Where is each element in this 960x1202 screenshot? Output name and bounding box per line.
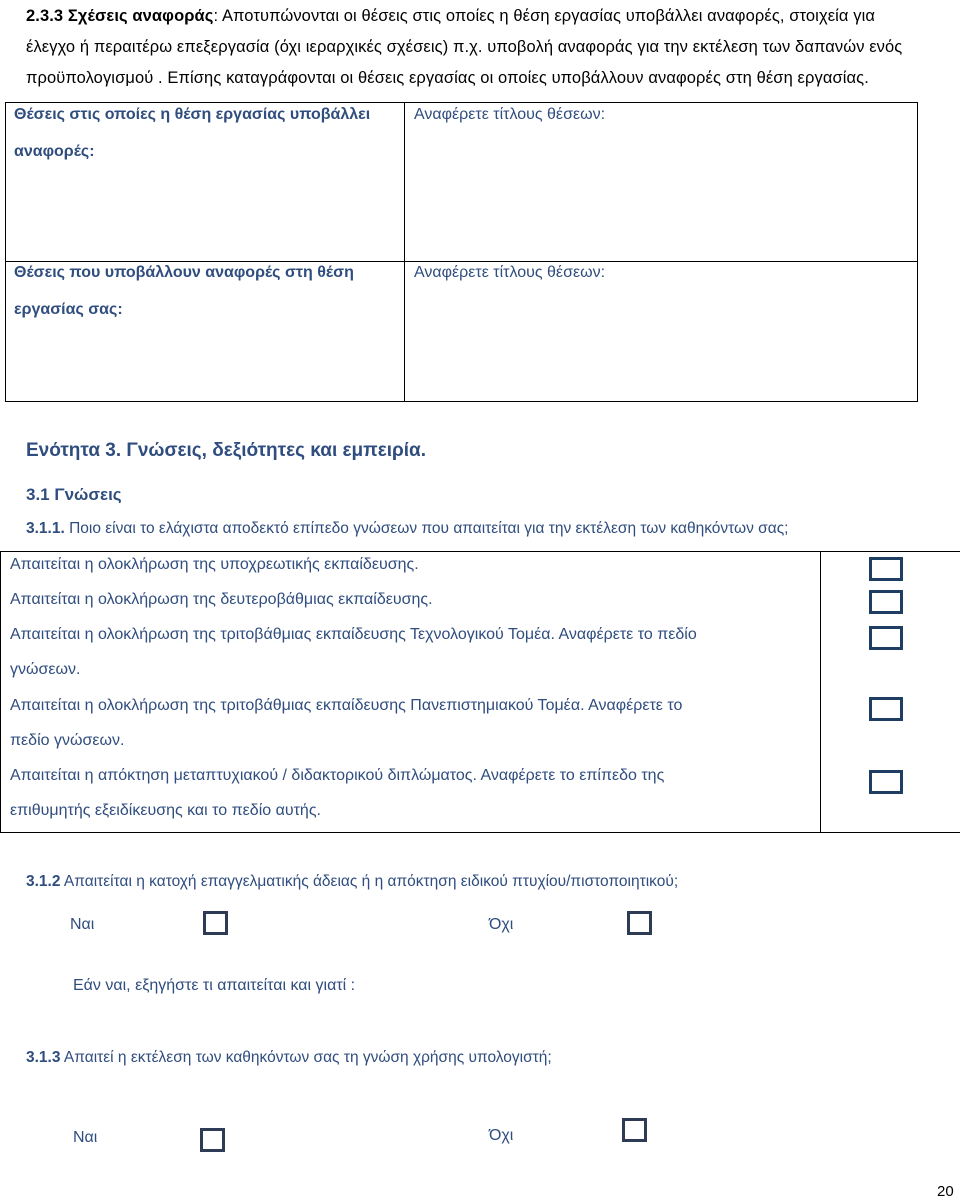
- section-3-heading: Ενότητα 3. Γνώσεις, δεξιότητες και εμπειρία.: [26, 440, 426, 461]
- question-3-1-1: [26, 520, 789, 538]
- q312-yes-label: Ναι: [70, 916, 95, 933]
- question-number: 3.1.1.: [26, 520, 65, 537]
- question-number: 3.1.2: [26, 873, 61, 890]
- section-number: 2.3.3: [26, 7, 64, 25]
- intro-text-1: : Αποτυπώνονται οι θέσεις στις οποίες η θέση εργασίας υποβάλλει αναφορές, στοιχεία για: [213, 7, 876, 25]
- q313-no-checkbox[interactable]: [622, 1118, 647, 1142]
- option-5-text-line-2: επιθυμητής εξειδίκευσης και το πεδίο αυτής.: [10, 802, 321, 819]
- row1-label-cell: [5, 102, 405, 262]
- q313-yes-label: Ναι: [73, 1129, 98, 1146]
- section-title: Σχέσεις αναφοράς: [67, 7, 214, 25]
- subsection-3-1-heading: 3.1 Γνώσεις: [26, 485, 122, 504]
- row2-label-line-1: Θέσεις που υποβάλλουν αναφορές στη θέση: [14, 264, 354, 281]
- q312-no-label: Όχι: [489, 916, 514, 933]
- q313-yes-checkbox[interactable]: [200, 1128, 225, 1152]
- row2-prompt: Αναφέρετε τίτλους θέσεων:: [414, 264, 606, 281]
- option-3-text-line-2: γνώσεων.: [10, 661, 81, 678]
- intro-line-1: [26, 7, 875, 26]
- q312-explain-prompt: Εάν ναι, εξηγήστε τι απαιτείται και γιατί :: [73, 977, 356, 994]
- option-2-checkbox[interactable]: [869, 590, 903, 614]
- option-4-checkbox[interactable]: [869, 697, 903, 721]
- option-2-text: Απαιτείται η ολοκλήρωση της δευτεροβάθμιας εκπαίδευσης.: [10, 591, 433, 608]
- row1-label-line-2: αναφορές:: [14, 143, 95, 160]
- question-text: Ποιο είναι το ελάχιστα αποδεκτό επίπεδο γνώσεων που απαιτείται για την εκτέλεση των καθηκόντων σας;: [64, 520, 789, 537]
- page-number: 20: [937, 1183, 954, 1200]
- row2-input-cell[interactable]: [404, 261, 918, 402]
- question-3-1-3: [26, 1049, 552, 1067]
- q312-no-checkbox[interactable]: [627, 911, 652, 935]
- q312-yes-checkbox[interactable]: [203, 911, 228, 935]
- intro-line-2: έλεγχο ή περαιτέρω επεξεργασία (όχι ιεραρχικές σχέσεις) π.χ. υποβολή αναφοράς για την εκτέλεση των δαπανών ενός: [26, 38, 903, 56]
- question-3-1-2: [26, 873, 678, 891]
- row1-prompt: Αναφέρετε τίτλους θέσεων:: [414, 106, 606, 123]
- option-4-text-line-1: Απαιτείται η ολοκλήρωση της τριτοβάθμιας εκπαίδευσης Πανεπιστημιακού Τομέα. Αναφέρετε το: [10, 697, 683, 714]
- option-1-checkbox[interactable]: [869, 557, 903, 581]
- option-5-text-line-1: Απαιτείται η απόκτηση μεταπτυχιακού / διδακτορικού διπλώματος. Αναφέρετε το επίπεδο της: [10, 767, 665, 784]
- option-3-checkbox[interactable]: [869, 626, 903, 650]
- q313-no-label: Όχι: [489, 1127, 514, 1144]
- option-5-checkbox[interactable]: [869, 770, 903, 794]
- question-number: 3.1.3: [26, 1049, 61, 1066]
- row1-input-cell[interactable]: [404, 102, 918, 262]
- row1-label-line-1: Θέσεις στις οποίες η θέση εργασίας υποβάλλει: [14, 106, 371, 123]
- question-text: Απαιτεί η εκτέλεση των καθηκόντων σας τη γνώση χρήσης υπολογιστή;: [60, 1049, 552, 1066]
- option-3-text-line-1: Απαιτείται η ολοκλήρωση της τριτοβάθμιας εκπαίδευσης Τεχνολογικού Τομέα. Αναφέρετε το πεδίο: [10, 626, 697, 643]
- row2-label-line-2: εργασίας σας:: [14, 301, 123, 318]
- option-1-text: Απαιτείται η ολοκλήρωση της υποχρεωτικής εκπαίδευσης.: [10, 556, 419, 573]
- question-text: Απαιτείται η κατοχή επαγγελματικής άδειας ή η απόκτηση ειδικού πτυχίου/πιστοποιητικού;: [60, 873, 679, 890]
- option-4-text-line-2: πεδίο γνώσεων.: [10, 732, 125, 749]
- intro-line-3: προϋπολογισμού . Επίσης καταγράφονται οι θέσεις εργασίας οι οποίες υποβάλλουν αναφορές στη θέση εργασίας.: [26, 69, 869, 87]
- row2-label-cell: [5, 261, 405, 402]
